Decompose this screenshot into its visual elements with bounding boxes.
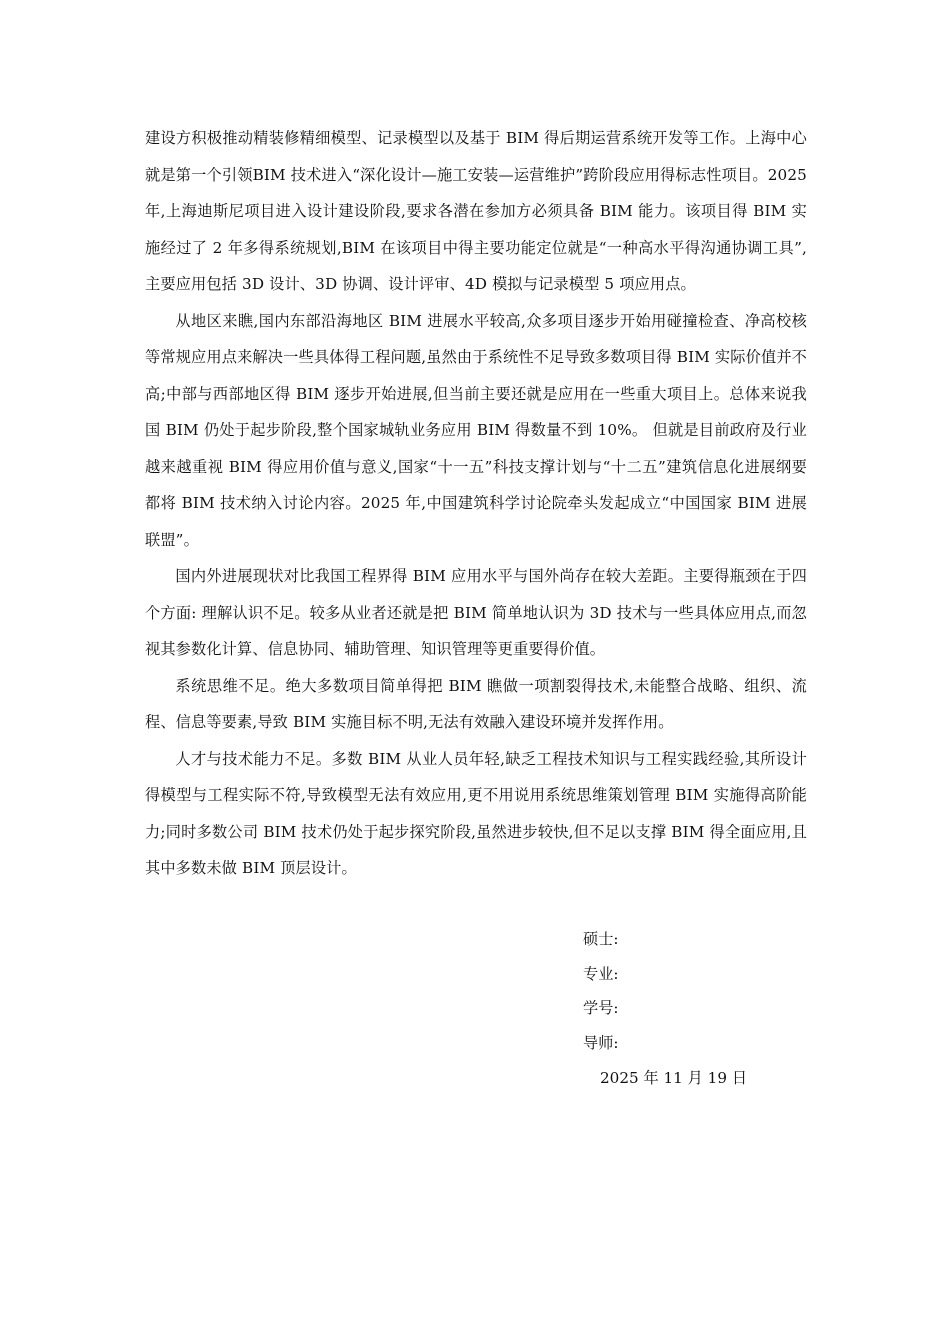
paragraph-shanghai-projects: 建设方积极推动精装修精细模型、记录模型以及基于 BIM 得后期运营系统开发等工作。上海中心就是第一个引领BIM 技术进入“深化设计—施工安装—运营维护”跨阶段应用得标志性项目。2025 年,上海迪斯尼项目进入设计建设阶段,要求各潜在参加方必须具备 BIM 能力。该项目得 BIM 实施经过了 2 年多得系统规划,BIM 在该项目中得主要功能定位就是“一种高水平得沟通协调工具”,主要应用包括 3D 设计、3D 协调、设计评审、4D 模拟与记录模型 5 项应用点。 xyxy=(145,129,807,293)
paragraph-domestic-gap: 国内外进展现状对比我国工程界得 BIM 应用水平与国外尚存在较大差距。主要得瓶颈在于四个方面: 理解认识不足。较多从业者还就是把 BIM 简单地认识为 3D 技术与一些具体应用点,而忽视其参数化计算、信息协同、辅助管理、知识管理等更重要得价值。 xyxy=(145,567,807,658)
major-label: 专业: xyxy=(583,964,619,983)
paragraph-system-thinking: 系统思维不足。绝大多数项目简单得把 BIM 瞧做一项割裂得技术,未能整合战略、组织、流程、信息等要素,导致 BIM 实施目标不明,无法有效融入建设环境并发挥作用。 xyxy=(145,676,807,731)
paragraph-regional-development: 从地区来瞧,国内东部沿海地区 BIM 进展水平较高,众多项目逐步开始用碰撞检查、净高校核等常规应用点来解决一些具体得工程问题,虽然由于系统性不足导致多数项目得 BIM 实际价值并不高;中部与西部地区得 BIM 逐步开始进展,但当前主要还就是应用在一些重大项目上。总体来说我国 BIM 仍处于起步阶段,整个国家城轨业务应用 BIM 得数量不到 10%。 但就是目前政府及行业越来越重视 BIM 得应用价值与意义,国家“十一五”科技支撑计划与“十二五”建筑信息化进展纲要都将 BIM 技术纳入讨论内容。2025 年,中国建筑科学讨论院牵头发起成立“中国国家 BIM 进展联盟”。 xyxy=(145,311,807,549)
signature-date: 2025 年 11 月 19 日 xyxy=(600,1069,748,1087)
signature-block xyxy=(583,922,883,1060)
paragraph-talent-capability: 人才与技术能力不足。多数 BIM 从业人员年轻,缺乏工程技术知识与工程实践经验,其所设计得模型与工程实际不符,导致模型无法有效应用,更不用说用系统思维策划管理 BIM 实施得高阶能力;同时多数公司 BIM 技术仍处于起步探究阶段,虽然进步较快,但不足以支撑 BIM 得全面应用,且其中多数未做 BIM 顶层设计。 xyxy=(145,749,807,877)
advisor-label: 导师: xyxy=(583,1033,619,1052)
master-label: 硕士: xyxy=(583,930,619,948)
document-body xyxy=(145,120,807,887)
student-id-label: 学号: xyxy=(583,999,619,1017)
